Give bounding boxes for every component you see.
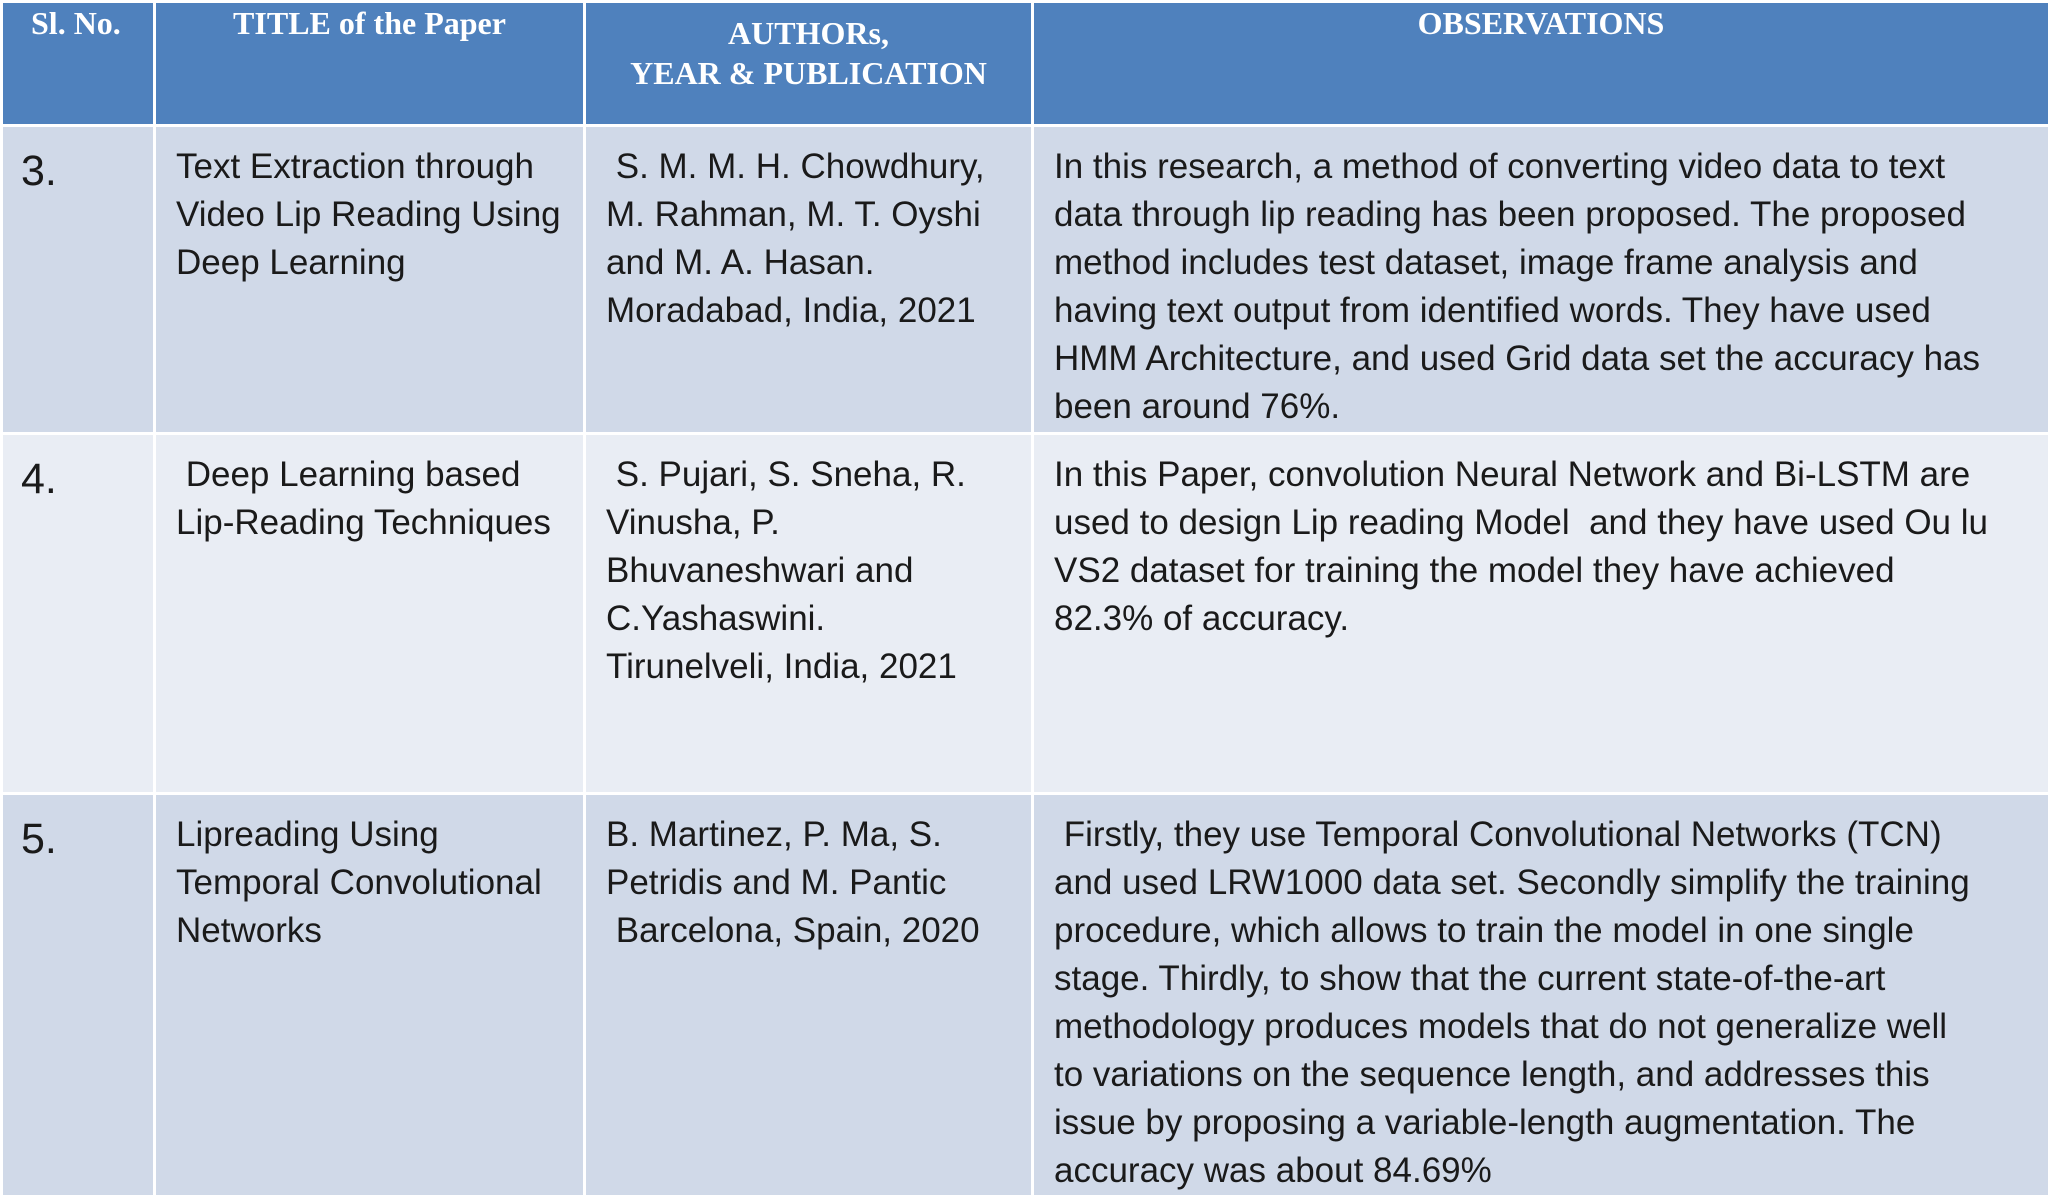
authors-line: Petridis and M. Pantic [606, 863, 947, 902]
authors-line: and M. A. Hasan. [606, 243, 875, 282]
table-row [2, 434, 2050, 794]
observation-line: to variations on the sequence length, and addresses this [1054, 1055, 1930, 1094]
observation-line: HMM Architecture, and used Grid data set the accuracy has [1054, 339, 1980, 378]
title-line: Deep Learning [176, 243, 406, 282]
title-line: Deep Learning based [176, 455, 521, 494]
authors-line: S. M. M. H. Chowdhury, [606, 147, 985, 186]
authors-line: C.Yashaswini. [606, 599, 826, 638]
title-line: Lip-Reading Techniques [176, 503, 551, 542]
table-row [2, 126, 2050, 434]
authors-line: Bhuvaneshwari and [606, 551, 914, 590]
observation-line: accuracy was about 84.69% [1054, 1151, 1492, 1190]
title-line: Lipreading Using [176, 815, 439, 854]
table-row [2, 794, 2050, 1197]
row-authors [585, 126, 1033, 434]
header-title: TITLE of the Paper [155, 2, 585, 126]
row-observations [1033, 126, 2050, 434]
observation-line: having text output from identified words. They have used [1054, 291, 1931, 330]
observation-line: 82.3% of accuracy. [1054, 599, 1350, 638]
authors-line: S. Pujari, S. Sneha, R. [606, 455, 966, 494]
observation-line: and used LRW1000 data set. Secondly simplify the training [1054, 863, 1970, 902]
row-title [155, 126, 585, 434]
observation-line: procedure, which allows to train the model in one single [1054, 911, 1914, 950]
authors-line: B. Martinez, P. Ma, S. [606, 815, 942, 854]
authors-line: Vinusha, P. [606, 503, 780, 542]
observation-line: stage. Thirdly, to show that the current state-of-the-art [1054, 959, 1886, 998]
row-title [155, 794, 585, 1197]
observation-line: used to design Lip reading Model and they have used Ou lu [1054, 503, 1988, 542]
observation-line: been around 76%. [1054, 387, 1341, 426]
observation-line: method includes test dataset, image frame analysis and [1054, 243, 1918, 282]
title-line: Video Lip Reading Using [176, 195, 561, 234]
authors-line: M. Rahman, M. T. Oyshi [606, 195, 981, 234]
row-observations [1033, 434, 2050, 794]
header-authors [585, 2, 1033, 126]
row-sl-no: 5. [2, 794, 155, 1197]
observation-line: methodology produces models that do not generalize well [1054, 1007, 1948, 1046]
observation-line: issue by proposing a variable-length augmentation. The [1054, 1103, 1916, 1142]
observation-line: data through lip reading has been proposed. The proposed [1054, 195, 1966, 234]
header-authors-line-1: AUTHORs, [728, 15, 889, 51]
header-sl-no: Sl. No. [2, 2, 155, 126]
title-line: Networks [176, 911, 322, 950]
row-sl-no: 4. [2, 434, 155, 794]
table-header-row [2, 2, 2050, 126]
authors-line: Moradabad, India, 2021 [606, 291, 976, 330]
title-line: Text Extraction through [176, 147, 534, 186]
header-observations: OBSERVATIONS [1033, 2, 2050, 126]
observation-line: In this Paper, convolution Neural Network and Bi-LSTM are [1054, 455, 1971, 494]
observation-line: VS2 dataset for training the model they have achieved [1054, 551, 1895, 590]
authors-line: Barcelona, Spain, 2020 [606, 911, 980, 950]
row-title [155, 434, 585, 794]
observation-line: Firstly, they use Temporal Convolutional Networks (TCN) [1054, 815, 1942, 854]
row-observations [1033, 794, 2050, 1197]
row-sl-no: 3. [2, 126, 155, 434]
header-authors-line-2: YEAR & PUBLICATION [630, 55, 987, 91]
row-authors [585, 794, 1033, 1197]
observation-line: In this research, a method of converting video data to text [1054, 147, 1946, 186]
title-line: Temporal Convolutional [176, 863, 542, 902]
row-authors [585, 434, 1033, 794]
authors-line: Tirunelveli, India, 2021 [606, 647, 957, 686]
